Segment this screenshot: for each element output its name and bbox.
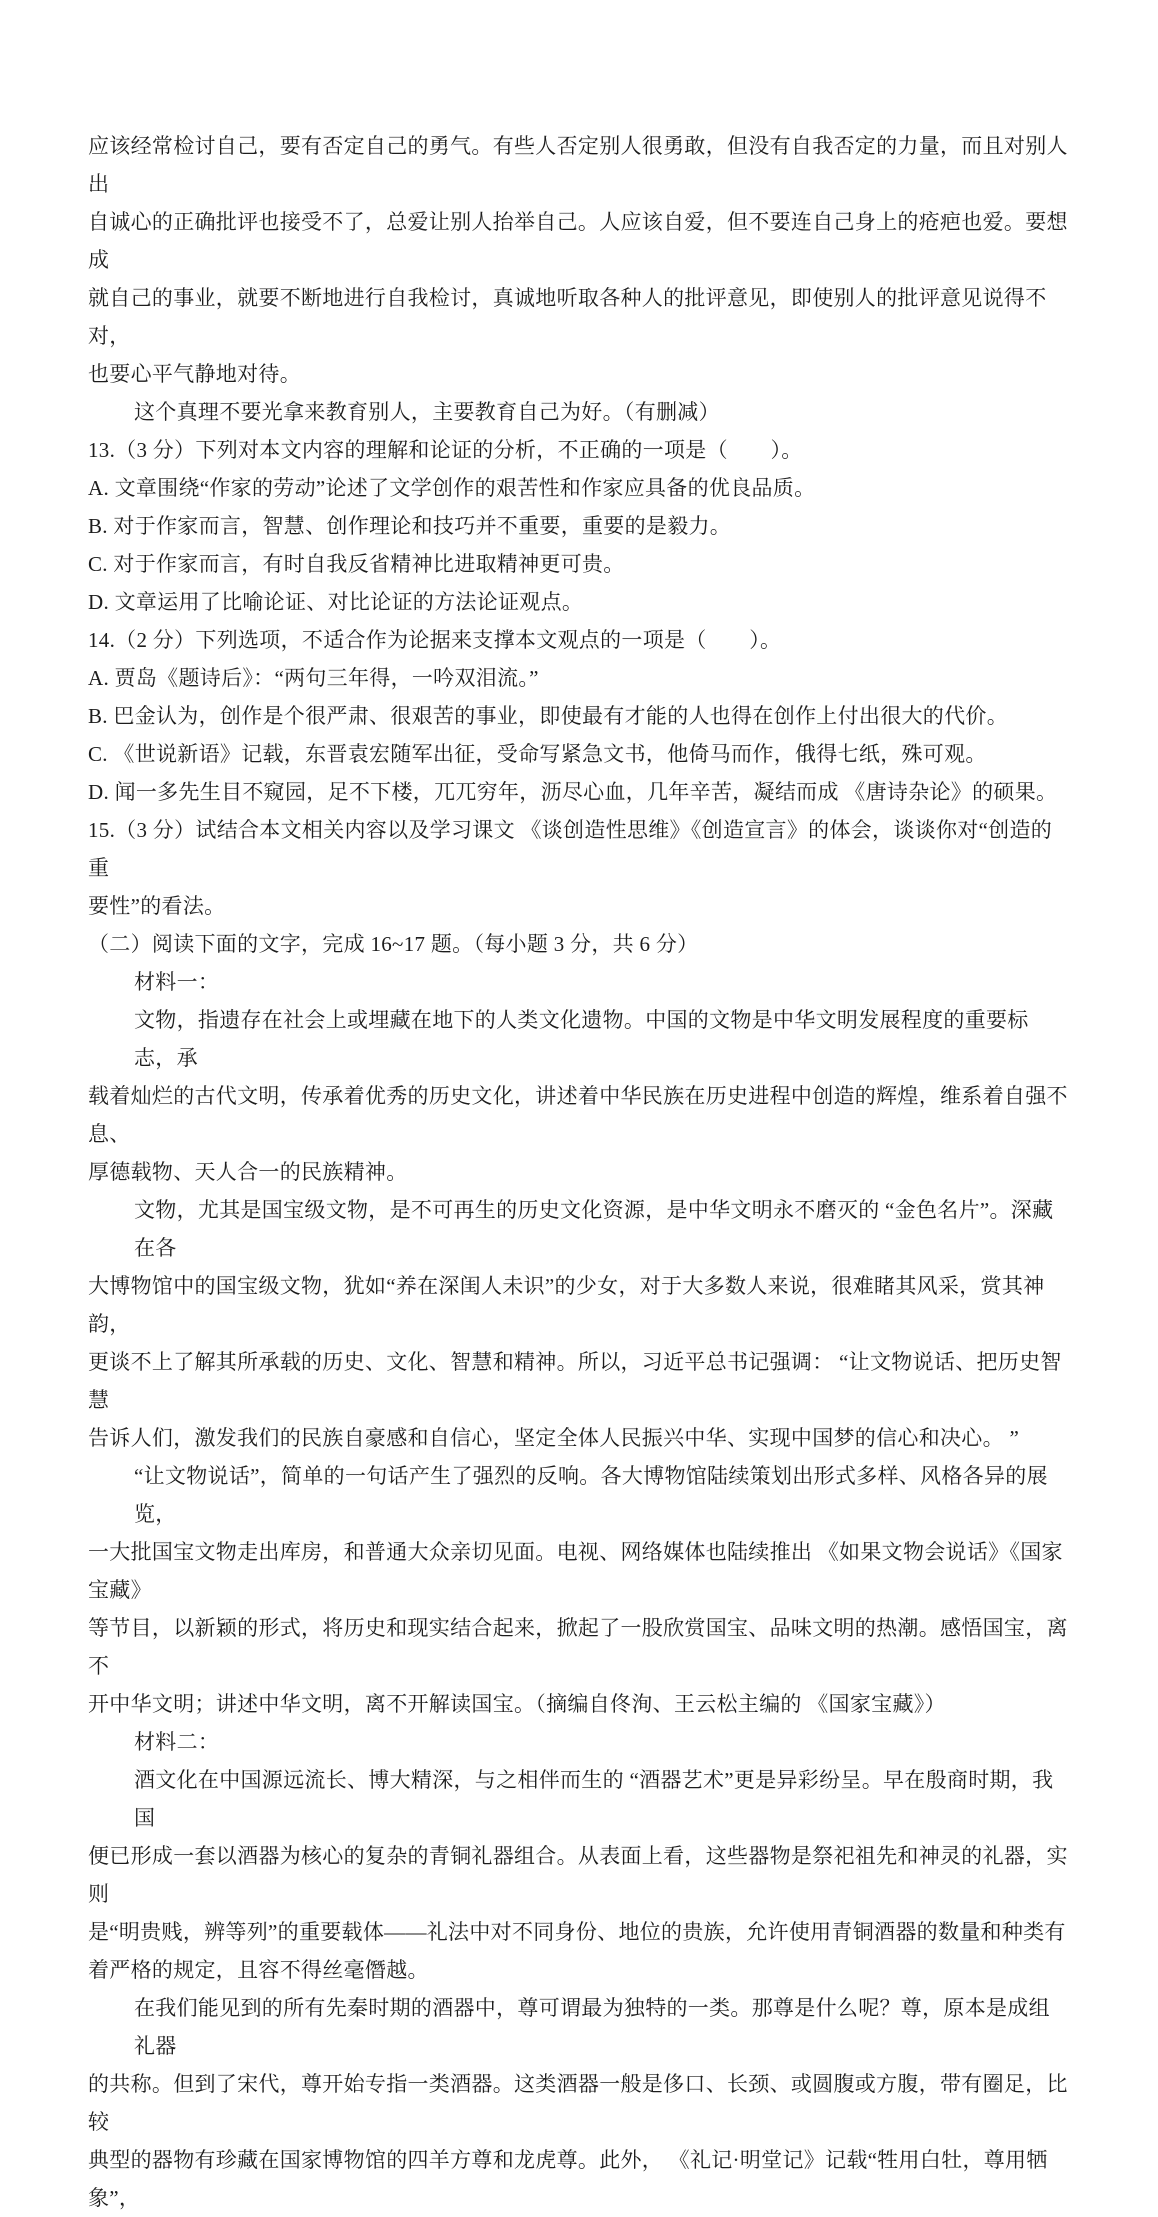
- text-line: 材料二：: [134, 1730, 220, 1754]
- text-line: 自诚心的正确批评也接受不了，总爱让别人抬举自己。人应该自爱，但不要连自己身上的疮疤也爱。要想成: [88, 210, 1068, 272]
- text-line: C. 对于作家而言，有时自我反省精神比进取精神更可贵。: [88, 552, 625, 576]
- text-line: C. 《世说新语》记载，东晋袁宏随军出征，受命写紧急文书，他倚马而作，俄得七纸，殊可观。: [88, 742, 987, 766]
- text-line: 这个真理不要光拿来教育别人，主要教育自己为好。（有删减）: [134, 400, 720, 424]
- text-line: B. 巴金认为，创作是个很严肃、很艰苦的事业，即使最有才能的人也得在创作上付出很大的代价。: [88, 704, 1009, 728]
- text-line: 酒文化在中国源远流长、博大精深，与之相伴而生的 “酒器艺术”更是异彩纷呈。早在殷商时期，我国: [134, 1768, 1054, 1830]
- text-line: 等节目，以新颖的形式，将历史和现实结合起来，掀起了一股欣赏国宝、品味文明的热潮。感悟国宝，离不: [88, 1616, 1068, 1678]
- text-line: 13.（3 分）下列对本文内容的理解和论证的分析，不正确的一项是（ ）。: [88, 438, 803, 462]
- text-line: A. 文章围绕“作家的劳动”论述了文学创作的艰苦性和作家应具备的优良品质。: [88, 476, 816, 500]
- text-line: 材料一：: [134, 970, 220, 994]
- text-line: A. 贾岛《题诗后》：“两句三年得，一吟双泪流。”: [88, 666, 539, 690]
- text-line: 也要心平气静地对待。: [88, 362, 301, 386]
- text-line: 典型的器物有珍藏在国家博物馆的四羊方尊和龙虎尊。此外， 《礼记·明堂记》记载“牲用白牡，尊用牺象”，: [88, 2148, 1048, 2210]
- text-line: 告诉人们，激发我们的民族自豪感和自信心，坚定全体人民振兴中华、实现中国梦的信心和决心。 ”: [88, 1426, 1020, 1450]
- text-line: D. 文章运用了比喻论证、对比论证的方法论证观点。: [88, 590, 584, 614]
- text-line: 开中华文明；讲述中华文明，离不开解读国宝。（摘编自佟洵、王云松主编的 《国家宝藏》）: [88, 1692, 946, 1716]
- text-line: 是“明贵贱，辨等列”的重要载体——礼法中对不同身份、地位的贵族，允许使用青铜酒器的数量和种类有: [88, 1920, 1066, 1944]
- text-line: 14.（2 分）下列选项，不适合作为论据来支撑本文观点的一项是（ ）。: [88, 628, 782, 652]
- text-line: B. 对于作家而言，智慧、创作理论和技巧并不重要，重要的是毅力。: [88, 514, 732, 538]
- text-line: 文物，尤其是国宝级文物，是不可再生的历史文化资源，是中华文明永不磨灭的 “金色名片”。深藏在各: [134, 1198, 1054, 1260]
- text-line: 就自己的事业，就要不断地进行自我检讨，真诚地听取各种人的批评意见，即使别人的批评意见说得不对，: [88, 286, 1047, 348]
- text-line: 更谈不上了解其所承载的历史、文化、智慧和精神。所以，习近平总书记强调： “让文物说话、把历史智慧: [88, 1350, 1062, 1412]
- text-line: （二）阅读下面的文字，完成 16~17 题。（每小题 3 分，共 6 分）: [88, 932, 699, 956]
- text-line: 一大批国宝文物走出库房，和普通大众亲切见面。电视、网络媒体也陆续推出 《如果文物会说话》《国家宝藏》: [88, 1540, 1063, 1602]
- text-line: 在我们能见到的所有先秦时期的酒器中，尊可谓最为独特的一类。那尊是什么呢？尊，原本是成组礼器: [134, 1996, 1050, 2058]
- text-line: 着严格的规定，且容不得丝毫僭越。: [88, 1958, 429, 1982]
- text-line: 便已形成一套以酒器为核心的复杂的青铜礼器组合。从表面上看，这些器物是祭祀祖先和神灵的礼器，实则: [88, 1844, 1068, 1906]
- text-line: 15.（3 分）试结合本文相关内容以及学习课文 《谈创造性思维》《创造宣言》的体会，谈谈你对“创造的重: [88, 818, 1053, 880]
- text-line: D. 闻一多先生目不窥园，足不下楼，兀兀穷年，沥尽心血，几年辛苦，凝结而成 《唐诗杂论》的硕果。: [88, 780, 1058, 804]
- text-line: 载着灿烂的古代文明，传承着优秀的历史文化，讲述着中华民族在历史进程中创造的辉煌，维系着自强不息、: [88, 1084, 1068, 1146]
- text-line: 要性”的看法。: [88, 894, 226, 918]
- text-line: 大博物馆中的国宝级文物，犹如“养在深闺人未识”的少女，对于大多数人来说，很难睹其风采，赏其神韵，: [88, 1274, 1045, 1336]
- text-line: 厚德载物、天人合一的民族精神。: [88, 1160, 408, 1184]
- text-line: 应该经常检讨自己，要有否定自己的勇气。有些人否定别人很勇敢，但没有自我否定的力量，而且对别人出: [88, 134, 1068, 196]
- text-line: “让文物说话”，简单的一句话产生了强烈的反响。各大博物馆陆续策划出形式多样、风格各异的展览，: [134, 1464, 1048, 1526]
- document-body: [88, 127, 1070, 2217]
- text-line: 的共称。但到了宋代，尊开始专指一类酒器。这类酒器一般是侈口、长颈、或圆腹或方腹，带有圈足，比较: [88, 2072, 1068, 2134]
- text-line: 文物，指遗存在社会上或埋藏在地下的人类文化遗物。中国的文物是中华文明发展程度的重要标志，承: [134, 1008, 1029, 1070]
